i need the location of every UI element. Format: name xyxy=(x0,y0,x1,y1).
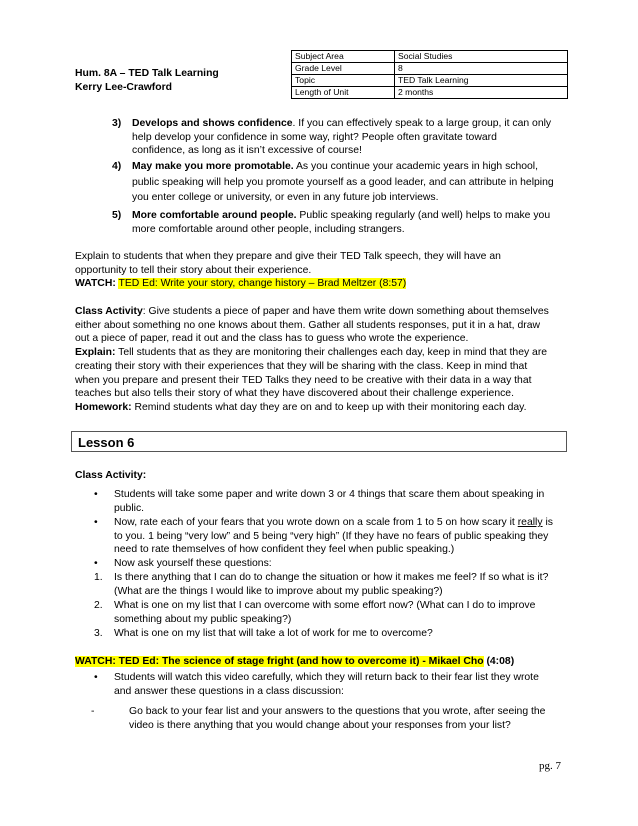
video-duration: (4:08) xyxy=(486,656,515,667)
course-title: Hum. 8A – TED Talk Learning xyxy=(75,68,219,79)
question-text: What is one on my list that will take a lot of work for me to overcome? xyxy=(114,628,433,639)
paragraph-line: Explain to students that when they prepare and give their TED Talk speech, they will have an xyxy=(75,251,501,262)
paragraph-line: Remind students what day they are on and to keep up with their monitoring each day. xyxy=(131,401,527,413)
question-number: 3. xyxy=(94,628,103,639)
list-text: really xyxy=(517,517,543,528)
page-number: pg. 7 xyxy=(539,760,561,772)
meta-key: Grade Level xyxy=(292,63,395,75)
bullet-icon: • xyxy=(94,489,98,500)
reason-number: 4) xyxy=(112,161,122,172)
reason-text: As you continue your academic years in high school, xyxy=(293,161,539,172)
list-item xyxy=(91,705,569,732)
reason-title: More comfortable around people. xyxy=(132,210,297,221)
question-number: 2. xyxy=(94,600,103,611)
class-activity-label: Class Activity xyxy=(75,306,143,317)
list-text: Now, rate each of your fears that you wrote down on a scale from 1 to 5 on how scary it xyxy=(114,517,518,528)
reason-title: Develops and shows confidence xyxy=(132,118,293,129)
question-text: Is there anything that I can do to change the situation or how it makes me feel? If so what is it? xyxy=(114,572,549,583)
watch-label: WATCH: xyxy=(75,278,116,290)
watch-video-title: WATCH: TED Ed: The science of stage fright (and how to overcome it) - Mikael Cho xyxy=(75,656,484,667)
bullet-icon: • xyxy=(94,558,98,569)
reason-title: May make you more promotable. xyxy=(132,161,294,172)
explain-label: Explain: xyxy=(75,347,116,359)
reason-text: you enter college or university, or even in any future job interviews. xyxy=(132,192,439,204)
paragraph-line: opportunity to tell their story about their experience. xyxy=(75,264,312,276)
list-text: and answer these questions in a class discussion: xyxy=(114,685,344,697)
reason-item xyxy=(112,209,602,236)
reason-text: help develop your confidence in some way, right? People often gravitate toward xyxy=(132,131,497,143)
lesson-heading: Lesson 6 xyxy=(71,431,567,452)
bullet-icon: • xyxy=(94,672,98,683)
question-item xyxy=(94,571,564,598)
list-item xyxy=(94,516,564,557)
class-activity-paragraph xyxy=(75,305,575,415)
unit-meta-table xyxy=(291,50,568,99)
list-item xyxy=(94,488,564,515)
homework-label: Homework: xyxy=(75,401,132,413)
meta-value: 8 xyxy=(395,63,568,75)
list-text: to you. 1 being “very low” and 5 being “very high” (If they have no fears of public speaking they xyxy=(114,530,549,542)
list-text: public. xyxy=(114,502,145,514)
lesson-activity-label-wrap xyxy=(75,469,575,483)
course-header xyxy=(75,67,219,94)
paragraph-line: when you prepare and present their TED Talks they need to be creative with their data in a way that xyxy=(75,374,532,386)
paragraph-line: out a piece of paper, read it out and the class has to guess who wrote the experience. xyxy=(75,333,469,345)
meta-value: Social Studies xyxy=(395,51,568,63)
meta-key: Topic xyxy=(292,75,395,87)
explain-story-paragraph xyxy=(75,250,575,291)
question-number: 1. xyxy=(94,572,103,583)
reason-text: more comfortable around other people, including strangers. xyxy=(132,223,405,235)
paragraph-line: either about something no one knows about them. Gather all students responses, put it in a hat, draw xyxy=(75,319,540,331)
list-text: Students will take some paper and write down 3 or 4 things that scare them about speaking in xyxy=(114,489,545,500)
paragraph-line: creating their story with their experiences that they will be sharing with the class. Keep in mind that xyxy=(75,360,528,372)
list-text: video is there anything that you would change about your responses from your list? xyxy=(129,719,511,731)
reason-text: confidence, as long as it isn’t excessive of course! xyxy=(132,145,362,157)
list-text: need to rate themselves of how confident they feel when public speaking.) xyxy=(114,544,455,556)
reason-item xyxy=(112,117,602,158)
reason-item xyxy=(112,160,602,205)
list-item xyxy=(94,671,564,698)
list-text: Students will watch this video carefully, which they will return back to their fear list they wrote xyxy=(114,672,539,683)
lesson-activity-label: Class Activity: xyxy=(75,470,147,481)
table-row xyxy=(292,51,568,63)
bullet-icon: • xyxy=(94,517,98,528)
meta-key: Length of Unit xyxy=(292,87,395,99)
paragraph-line: Tell students that as they are monitoring their challenges each day, keep in mind that they are xyxy=(115,347,548,359)
author-name: Kerry Lee-Crawford xyxy=(75,81,173,93)
reason-number: 5) xyxy=(112,210,122,221)
paragraph-line: teaches but also tells their story of what they have discovered about their challenge experience. xyxy=(75,388,514,400)
watch-video-title: TED Ed: Write your story, change history – Brad Meltzer (8:57) xyxy=(118,278,407,290)
list-text: Go back to your fear list and your answers to the questions that you wrote, after seeing the xyxy=(129,706,546,717)
watch-stage-fright xyxy=(75,655,575,669)
question-item xyxy=(94,599,564,626)
list-text: is xyxy=(542,517,553,528)
question-item xyxy=(94,627,564,641)
meta-key: Subject Area xyxy=(292,51,395,63)
question-text: something about my public speaking?) xyxy=(114,613,292,625)
paragraph-line: : Give students a piece of paper and have them write down something about themselves xyxy=(142,306,549,317)
table-row xyxy=(292,87,568,99)
meta-value: 2 months xyxy=(395,87,568,99)
reason-text: . If you can effectively speak to a large group, it can only xyxy=(292,118,552,129)
reason-text: Public speaking regularly (and well) helps to make you xyxy=(296,210,551,221)
table-row xyxy=(292,75,568,87)
reason-text: public speaking will help you promote yourself as a good leader, and can attribute in helping xyxy=(132,176,554,188)
question-text: What is one on my list that I can overcome with some effort now? (What can I do to improve xyxy=(114,600,536,611)
list-text: Now ask yourself these questions: xyxy=(114,558,272,569)
meta-value: TED Talk Learning xyxy=(395,75,568,87)
dash-marker: - xyxy=(91,706,95,717)
table-row xyxy=(292,63,568,75)
reason-number: 3) xyxy=(112,118,122,129)
list-item xyxy=(94,557,564,571)
question-text: (What are the things I would like to improve about my public speaking?) xyxy=(114,585,443,597)
